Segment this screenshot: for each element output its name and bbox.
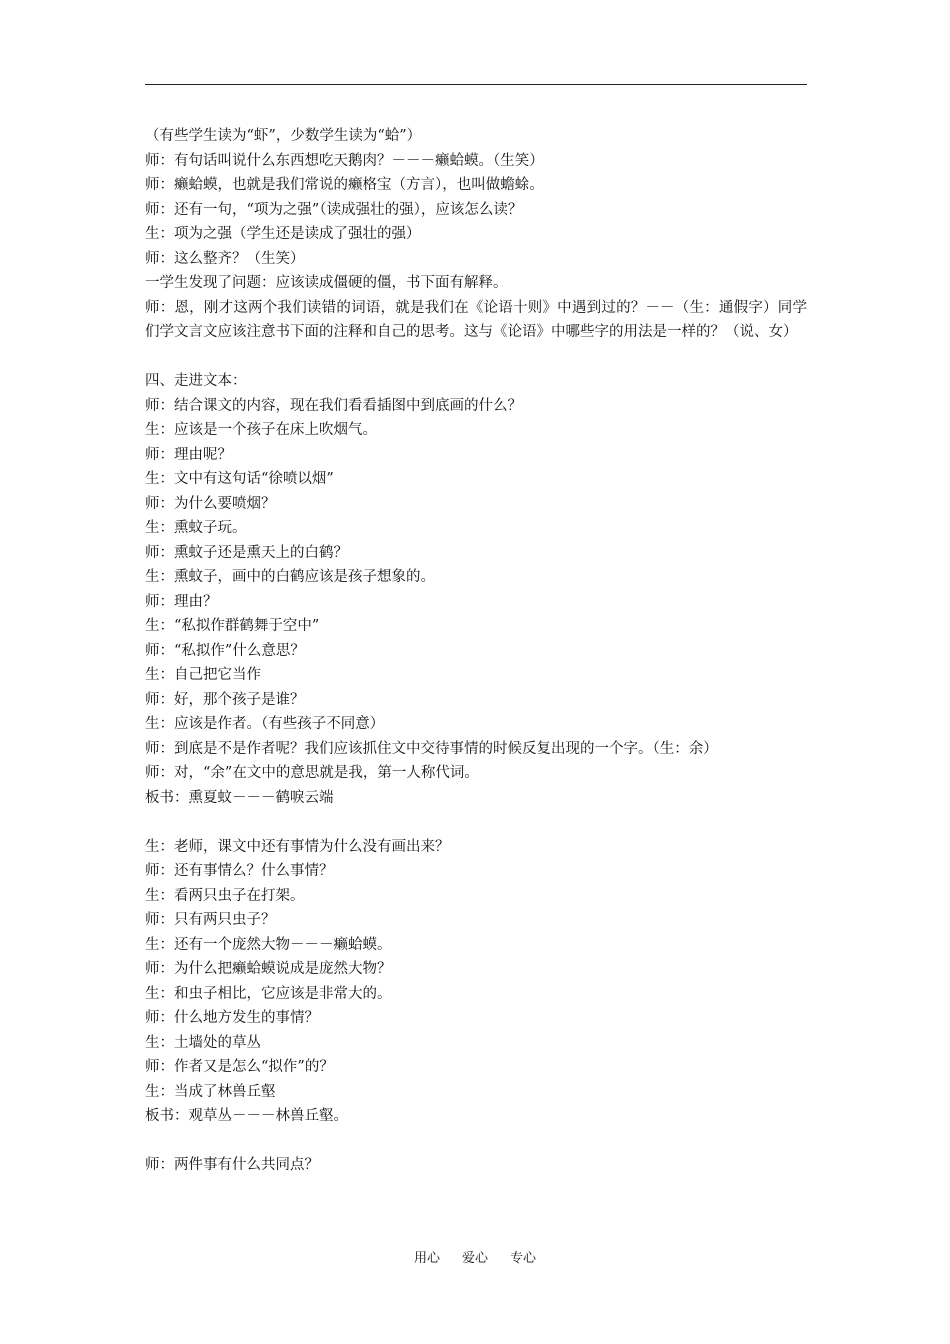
blank-line <box>145 1129 807 1154</box>
text-line: 板书：熏夏蚊－－－鹤唳云端 <box>145 789 334 806</box>
blank-line <box>145 810 807 835</box>
text-line: 生：当成了林兽丘壑 <box>145 1083 276 1100</box>
text-line: 师：还有事情么？什么事情？ <box>145 863 334 879</box>
footer-motto: 爱心 <box>461 1251 488 1266</box>
text-line: 一学生发现了问题：应该读成僵硬的僵，书下面有解释。 <box>145 275 508 291</box>
text-line: 生：和虫子相比，它应该是非常大的。 <box>145 985 392 1002</box>
document-body <box>145 124 807 1178</box>
text-line: 师：理由呢？ <box>145 446 232 463</box>
text-line: 生：还有一个庞然大物－－－癞蛤蟆。 <box>145 936 392 953</box>
text-line: 师：还有一句，“项为之强”（读成强壮的强），应该怎么读？ <box>145 201 523 218</box>
blank-line <box>145 345 807 370</box>
text-line: （有些学生读为“虾”，少数学生读为“蛤”） <box>145 128 422 144</box>
text-line: 师：对，“余”在文中的意思就是我，第一人称代词。 <box>145 765 479 781</box>
text-line: 师：“私拟作”什么意思？ <box>145 642 305 659</box>
text-line: 师：癞蛤蟆，也就是我们常说的癞格宝（方言），也叫做蟾蜍。 <box>145 177 544 193</box>
text-line: 生：文中有这句话“徐喷以烟” <box>145 471 334 487</box>
text-line: 师：恩，刚才这两个我们读错的词语，就是我们在《论语十则》中遇到过的？－－（生：通假字）同学们学文言文应该注意书下面的注释和自己的思考。这与《论语》中哪些字的用法是一样的？（说、女） <box>145 299 807 340</box>
text-line: 板书：观草丛－－－林兽丘壑。 <box>145 1108 348 1124</box>
footer-motto: 专心 <box>510 1251 537 1266</box>
text-line: 生：熏蚊子，画中的白鹤应该是孩子想象的。 <box>145 569 435 585</box>
text-line: 四、走进文本： <box>145 373 247 389</box>
text-line: 师：作者又是怎么“拟作”的？ <box>145 1059 334 1075</box>
text-line: 生：应该是一个孩子在床上吹烟气。 <box>145 422 377 438</box>
text-line: 师：只有两只虫子？ <box>145 912 276 928</box>
text-line: 师：为什么把癞蛤蟆说成是庞然大物？ <box>145 961 392 977</box>
text-line: 师：好，那个孩子是谁？ <box>145 691 305 708</box>
footer-motto: 用心 <box>413 1251 440 1266</box>
text-line: 生：看两只虫子在打架。 <box>145 887 305 904</box>
text-line: 生：应该是作者。（有些孩子不同意） <box>145 716 385 732</box>
text-line: 师：两件事有什么共同点？ <box>145 1157 319 1173</box>
text-line: 生：老师，课文中还有事情为什么没有画出来？ <box>145 838 450 855</box>
text-line: 生：项为之强（学生还是读成了强壮的强） <box>145 226 421 242</box>
text-line: 生：“私拟作群鹤舞于空中” <box>145 618 320 634</box>
text-line: 师：到底是不是作者呢？我们应该抓住文中交待事情的时候反复出现的一个字。（生：余） <box>145 740 718 757</box>
header-rule <box>145 84 807 85</box>
text-line: 生：自己把它当作 <box>145 667 261 683</box>
text-line: 师：有句话叫说什么东西想吃天鹅肉？－－－癞蛤蟆。（生笑） <box>145 152 544 169</box>
text-line: 生：熏蚊子玩。 <box>145 520 247 536</box>
page-footer <box>0 1247 950 1266</box>
text-line: 师：结合课文的内容，现在我们看看插图中到底画的什么？ <box>145 397 522 414</box>
text-line: 师：熏蚊子还是熏天上的白鹤？ <box>145 544 348 561</box>
text-line: 师：为什么要喷烟？ <box>145 495 276 512</box>
text-line: 生：土墙处的草丛 <box>145 1034 261 1051</box>
text-line: 师：什么地方发生的事情？ <box>145 1010 319 1026</box>
text-line: 师：这么整齐？（生笑） <box>145 250 305 267</box>
text-line: 师：理由？ <box>145 593 218 610</box>
